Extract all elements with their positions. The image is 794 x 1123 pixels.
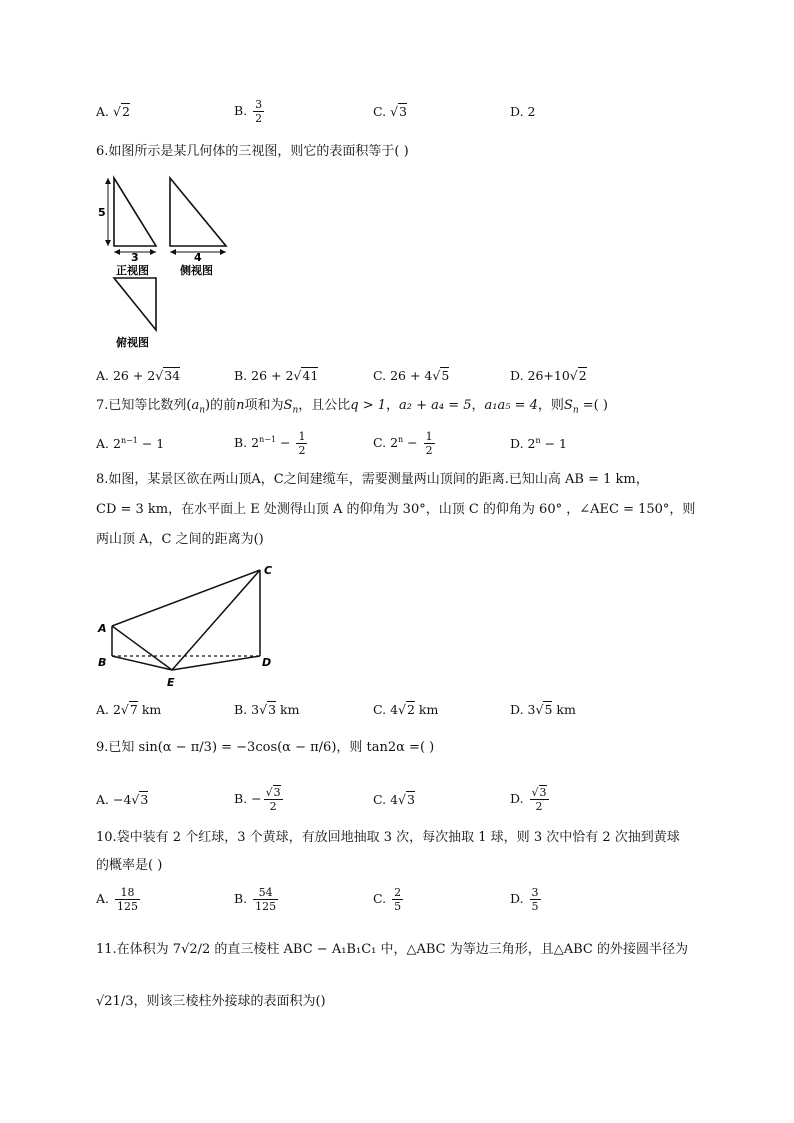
q5-option-a[interactable]: A. √2 <box>96 104 130 119</box>
q6-option-c[interactable]: C. 26 + 4√5 <box>373 368 450 383</box>
q8-line-3: 两山顶 A，C 之间的距离为() <box>96 532 264 547</box>
q8-option-c[interactable]: C. 4√2 km <box>373 702 439 717</box>
q8-figure <box>92 560 292 690</box>
q9-option-c[interactable]: C. 4√3 <box>373 792 415 807</box>
q6-option-d[interactable]: D. 26+10√2 <box>510 368 587 383</box>
q10-option-d[interactable]: D. $\frac{3}{5}$ <box>510 886 539 913</box>
q8-option-d[interactable]: D. 3√5 km <box>510 702 576 717</box>
q6-dim-front-width: 3 <box>131 251 139 264</box>
q11-line-1: 11.在体积为 7√2/2 的直三棱柱 ABC − A₁B₁C₁ 中，△ABC 为等边三角形，且△ABC 的外接圆半径为 <box>96 942 689 957</box>
q8-point-c: C <box>264 564 273 577</box>
q6-option-a[interactable]: A. 26 + 2√34 <box>96 368 181 383</box>
q5-option-d[interactable]: D. 2 <box>510 104 536 119</box>
q8-point-d: D <box>262 656 272 669</box>
q8-line-1: 8.如图，某景区欲在两山顶A，C之间建缆车，需要测量两山顶间的距离.已知山高 AB = 1 km， <box>96 472 649 487</box>
q8-point-a: A <box>98 622 107 635</box>
q9-option-a[interactable]: A. −4√3 <box>96 792 149 807</box>
q6-side-label: 侧视图 <box>180 264 213 277</box>
q10-line-1: 10.袋中装有 2 个红球，3 个黄球，有放回地抽取 3 次，每次抽取 1 球，则 3 次中恰有 2 次抽到黄球 <box>96 830 680 845</box>
q6-dim-height: 5 <box>98 206 106 219</box>
q11-line-2: √21/3，则该三棱柱外接球的表面积为() <box>96 994 326 1009</box>
q9-stem: 9.已知 sin(α − π/3) = −3cos(α − π/6)，则 tan2α =( ) <box>96 740 435 755</box>
q6-dim-side-width: 4 <box>194 251 202 264</box>
q9-option-d[interactable]: D. $\frac{√3}{2}$ <box>510 786 547 813</box>
q6-option-b[interactable]: B. 26 + 2√41 <box>234 368 319 383</box>
q7-option-c[interactable]: C. $2^n$ − $\frac{1}{2}$ <box>373 430 433 457</box>
q10-line-2: 的概率是( ) <box>96 858 163 873</box>
q9-option-b[interactable]: B. − $\frac{√3}{2}$ <box>234 786 281 813</box>
q5-option-b[interactable]: B. $\frac{3}{2}$ <box>234 98 263 125</box>
q10-option-c[interactable]: C. $\frac{2}{5}$ <box>373 886 402 913</box>
q6-top-label: 俯视图 <box>116 336 149 349</box>
q5-option-c[interactable]: C. √3 <box>373 104 407 119</box>
q7-stem: 7.已知等比数列$(a_n)$的前n项和为$S_n$，且公比q > 1，a₂ + a₄ = 5，a₁a₅ = 4，则$S_n$ =( ) <box>96 398 608 416</box>
q10-option-a[interactable]: A. $\frac{18}{125}$ <box>96 886 138 913</box>
q8-option-b[interactable]: B. 3√3 km <box>234 702 300 717</box>
q8-point-e: E <box>167 676 175 689</box>
q8-option-a[interactable]: A. 2√7 km <box>96 702 162 717</box>
q8-line-2: CD = 3 km，在水平面上 E 处测得山顶 A 的仰角为 30°，山顶 C 的仰角为 60° ，∠AEC = 150°，则 <box>96 502 696 517</box>
q6-front-label: 正视图 <box>116 264 149 277</box>
q7-option-b[interactable]: B. $2^{n-1}$ − $\frac{1}{2}$ <box>234 430 306 457</box>
q7-option-d[interactable]: D. $2^n - 1$ <box>510 436 568 452</box>
q10-option-b[interactable]: B. $\frac{54}{125}$ <box>234 886 277 913</box>
q8-point-b: B <box>98 656 107 669</box>
q6-stem: 6.如图所示是某几何体的三视图，则它的表面积等于( ) <box>96 144 409 159</box>
q6-three-view-figure <box>96 170 236 350</box>
q7-option-a[interactable]: A. $2^{n-1} - 1$ <box>96 436 165 452</box>
